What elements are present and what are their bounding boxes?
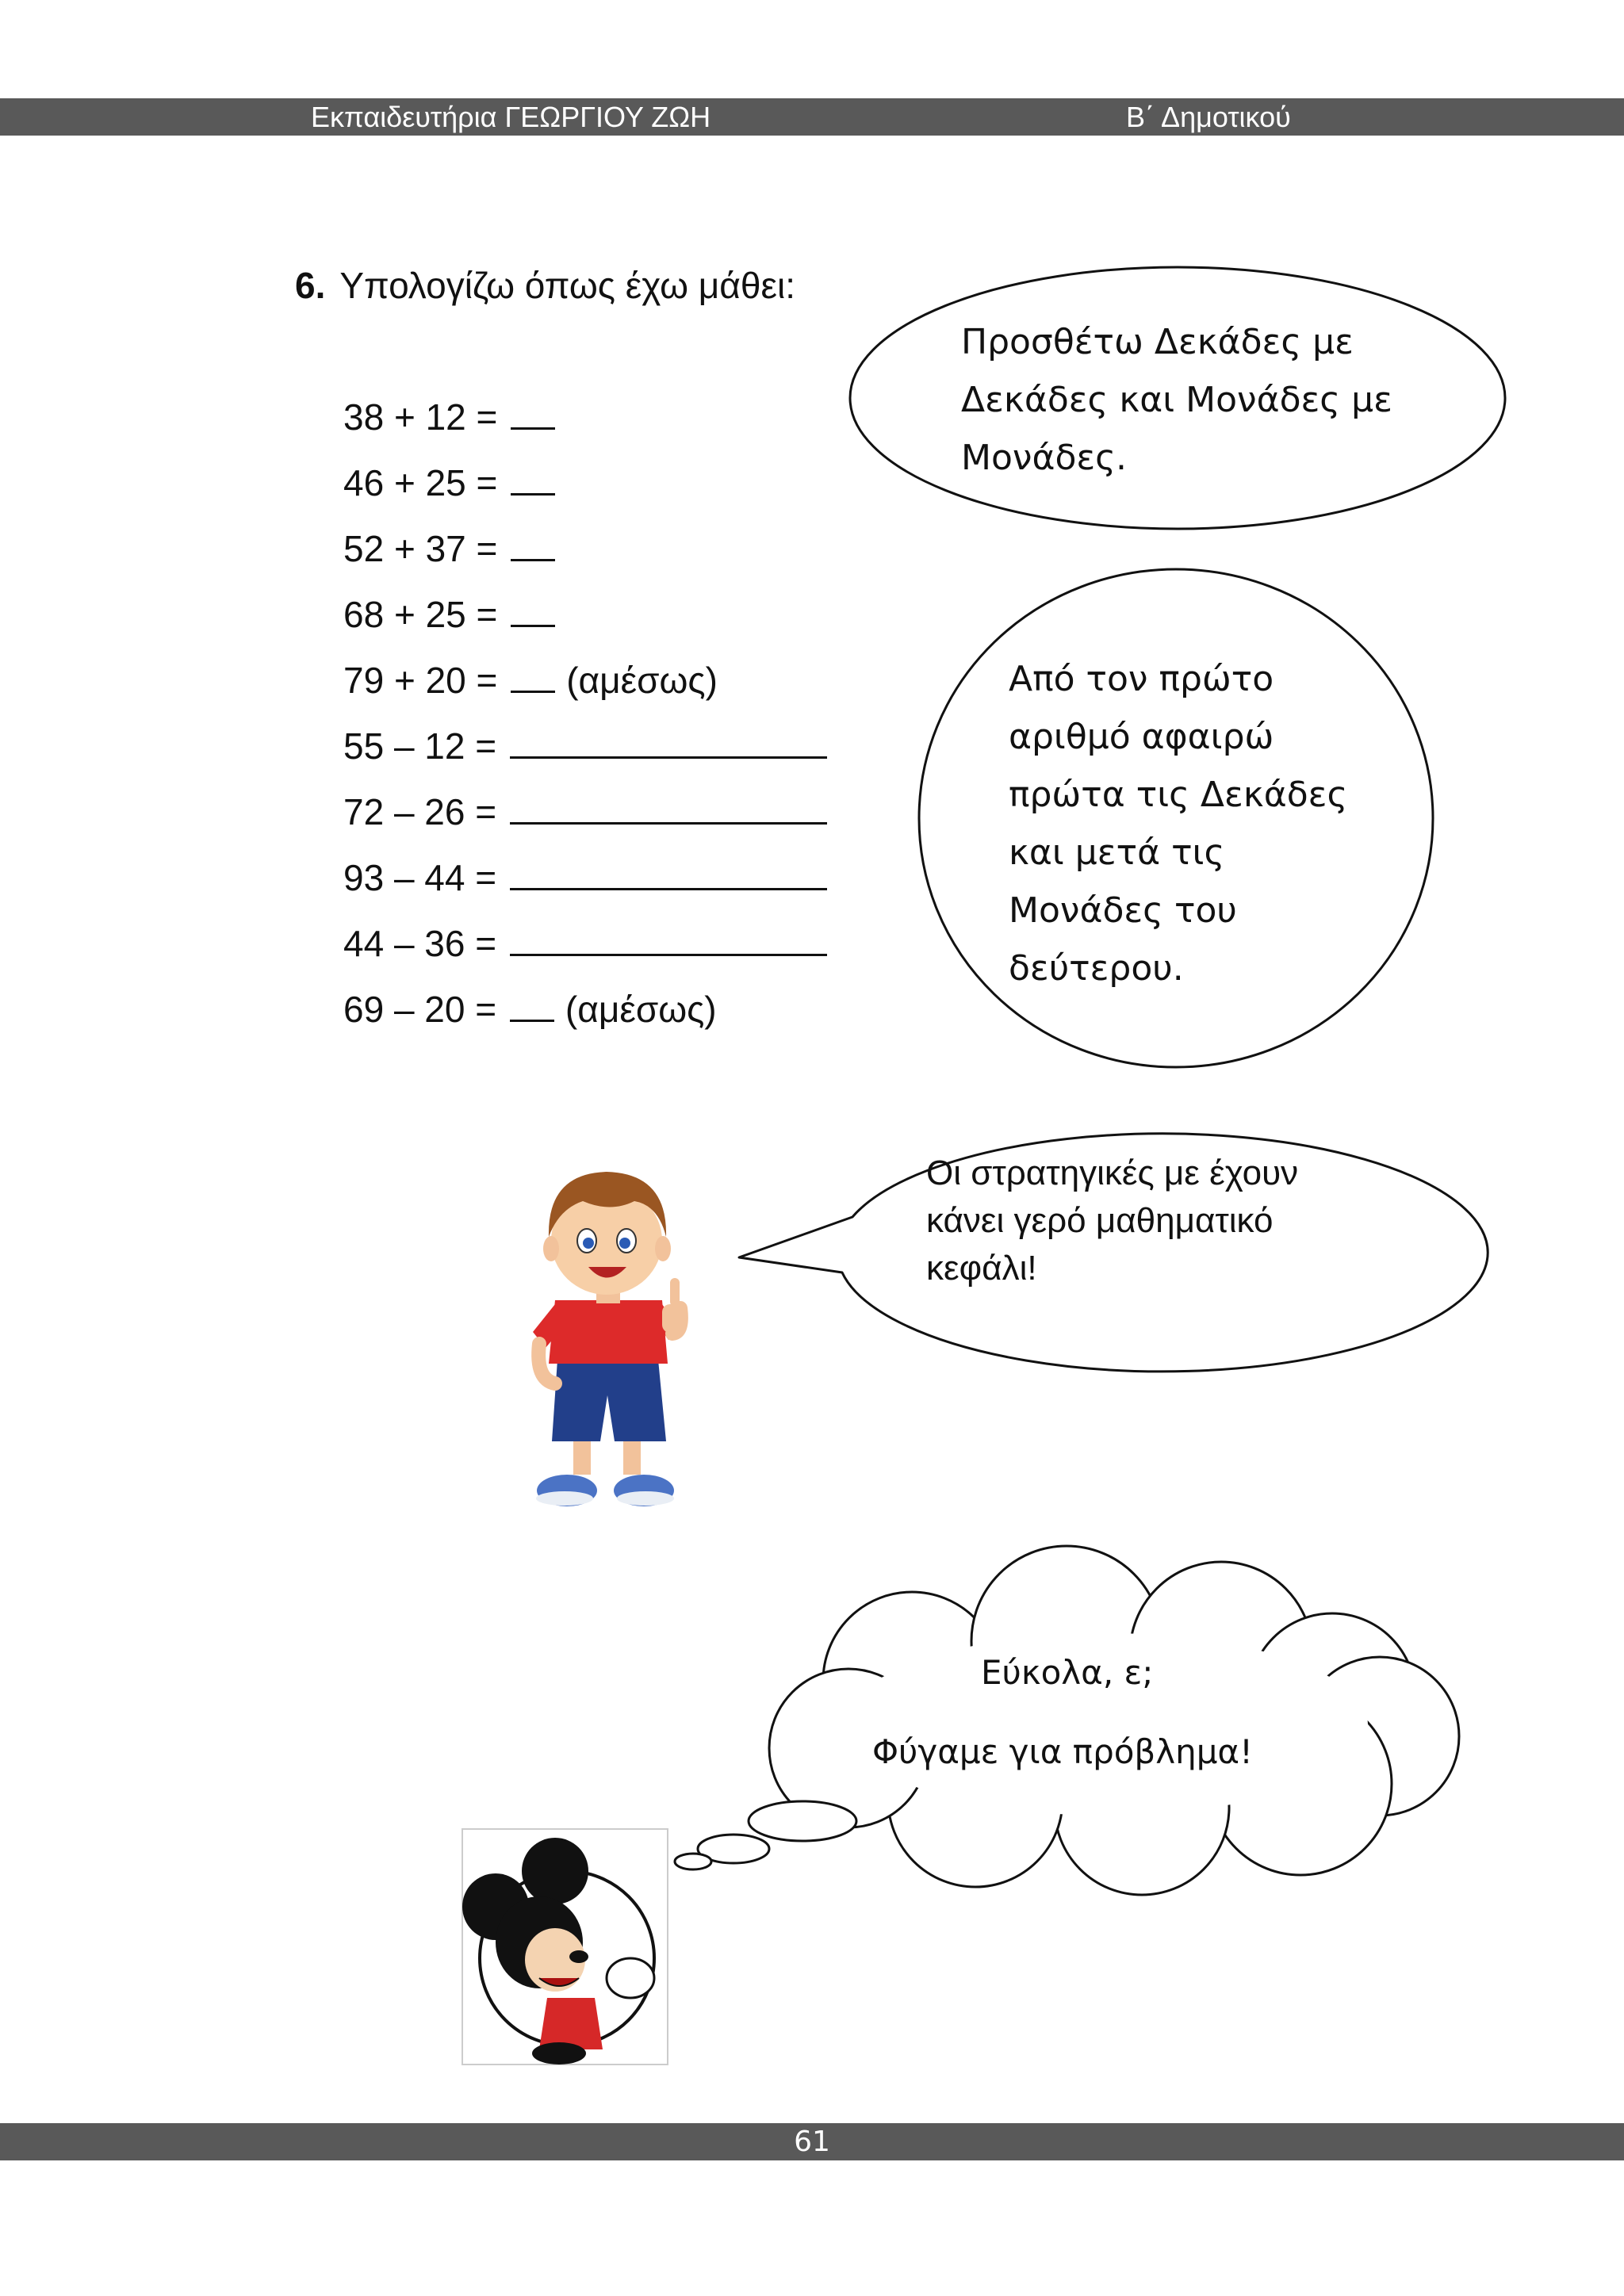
exercise-note: (αμέσως) <box>566 660 718 701</box>
subtraction-tip-line: πρώτα τις Δεκάδες <box>1009 775 1348 815</box>
thought-cloud <box>769 1546 1459 1895</box>
subtraction-tip-line: Μονάδες του <box>1009 890 1237 931</box>
addition-tip-text <box>961 313 1392 487</box>
mickey-thought-line-2: Φύγαμε για πρόβλημα! <box>872 1732 1253 1771</box>
boy-speech-text <box>926 1150 1298 1292</box>
boy-speech-line: κάνει γερό μαθηματικό <box>926 1201 1274 1240</box>
exercise-expression: 68 + 25 = <box>343 594 498 635</box>
exercise-expression: 72 – 26 = <box>343 791 497 832</box>
exercise-expression: 38 + 12 = <box>343 396 498 438</box>
exercise-note: (αμέσως) <box>565 989 717 1030</box>
exercise-expression: 79 + 20 = <box>343 660 498 701</box>
mickey-illustration <box>462 1829 668 2064</box>
subtraction-tip-line: δεύτερου. <box>1009 948 1184 989</box>
exercise-expression: 46 + 25 = <box>343 462 498 503</box>
exercise-expression: 55 – 12 = <box>343 725 497 767</box>
exercise-expression: 69 – 20 = <box>343 989 497 1030</box>
exercise-expression: 44 – 36 = <box>343 923 497 964</box>
addition-tip-line: Δεκάδες και Μονάδες με <box>961 380 1392 420</box>
grade-label: Β΄ Δημοτικού <box>1126 101 1291 133</box>
mickey-thought-line-1: Εύκολα, ε; <box>981 1653 1154 1692</box>
addition-tip-line: Μονάδες. <box>961 438 1127 478</box>
subtraction-tip-text <box>1009 650 1347 997</box>
thought-bubble-small <box>675 1854 711 1869</box>
boy-speech-line: Οι στρατηγικές με έχουν <box>926 1154 1299 1192</box>
subtraction-tip-line: Από τον πρώτο <box>1009 659 1274 699</box>
school-name: Εκπαιδευτήρια ΓΕΩΡΓΙΟΥ ΖΩΗ <box>311 101 711 133</box>
task-number: 6. <box>295 265 326 306</box>
exercise-expression: 52 + 37 = <box>343 528 498 569</box>
exercise-expression: 93 – 44 = <box>343 857 497 898</box>
subtraction-tip-line: και μετά τις <box>1009 832 1225 873</box>
addition-tip-line: Προσθέτω Δεκάδες με <box>961 322 1354 362</box>
footer-bar <box>0 2123 1624 2160</box>
boy-illustration <box>533 1172 686 1506</box>
thought-bubble-large <box>749 1801 856 1841</box>
page-number: 61 <box>794 2126 830 2158</box>
task-instruction: Υπολογίζω όπως έχω μάθει: <box>339 265 795 306</box>
subtraction-tip-line: αριθμό αφαιρώ <box>1009 717 1274 757</box>
boy-speech-line: κεφάλι! <box>926 1249 1037 1288</box>
